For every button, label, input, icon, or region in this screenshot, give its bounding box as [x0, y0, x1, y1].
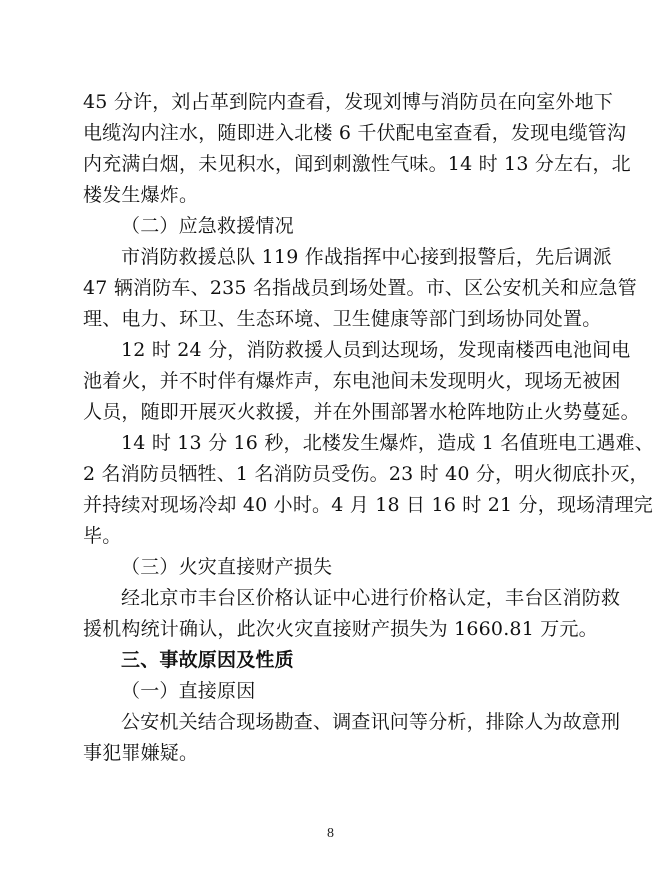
paragraph-line: 公安机关结合现场勘查、调查讯问等分析，排除人为故意刑 [121, 711, 621, 733]
paragraph-line: 毕。 [83, 525, 122, 547]
section-subheading: （三）火灾直接财产损失 [121, 556, 333, 578]
paragraph-line: 池着火，并不时伴有爆炸声，东电池间未发现明火，现场无被困 [83, 370, 621, 392]
paragraph-line: 援机构统计确认，此次火灾直接财产损失为 1660.81 万元。 [83, 618, 598, 640]
paragraph-line: 内充满白烟，未见积水，闻到刺激性气味。14 时 13 分左右，北 [83, 153, 631, 175]
paragraph-line: 楼发生爆炸。 [83, 184, 199, 206]
paragraph-line: 并持续对现场冷却 40 小时。4 月 18 日 16 时 21 分，现场清理完 [83, 494, 653, 516]
paragraph-line: 14 时 13 分 16 秒，北楼发生爆炸，造成 1 名值班电工遇难、 [121, 432, 654, 454]
paragraph-line: 经北京市丰台区价格认证中心进行价格认定，丰台区消防救 [121, 587, 621, 609]
section-subheading: （一）直接原因 [121, 680, 256, 702]
section-subheading: （二）应急救援情况 [121, 215, 294, 237]
document-body [83, 87, 654, 769]
section-heading: 三、事故原因及性质 [121, 649, 294, 671]
paragraph-line: 47 辆消防车、235 名指战员到场处置。市、区公安机关和应急管 [83, 277, 637, 299]
page-number: 8 [327, 826, 334, 841]
paragraph-line: 市消防救援总队 119 作战指挥中心接到报警后，先后调派 [121, 246, 612, 268]
paragraph-line: 12 时 24 分，消防救援人员到达现场，发现南楼西电池间电 [121, 339, 631, 361]
paragraph-line: 人员，随即开展灭火救援，并在外围部署水枪阵地防止火势蔓延。 [83, 401, 640, 423]
paragraph-line: 事犯罪嫌疑。 [83, 742, 199, 764]
paragraph-line: 理、电力、环卫、生态环境、卫生健康等部门到场协同处置。 [83, 308, 602, 330]
paragraph-line: 45 分许，刘占革到院内查看，发现刘博与消防员在向室外地下 [83, 91, 614, 113]
paragraph-line: 电缆沟内注水，随即进入北楼 6 千伏配电室查看，发现电缆管沟 [83, 122, 627, 144]
paragraph-line: 2 名消防员牺牲、1 名消防员受伤。23 时 40 分，明火彻底扑灭， [83, 463, 649, 485]
